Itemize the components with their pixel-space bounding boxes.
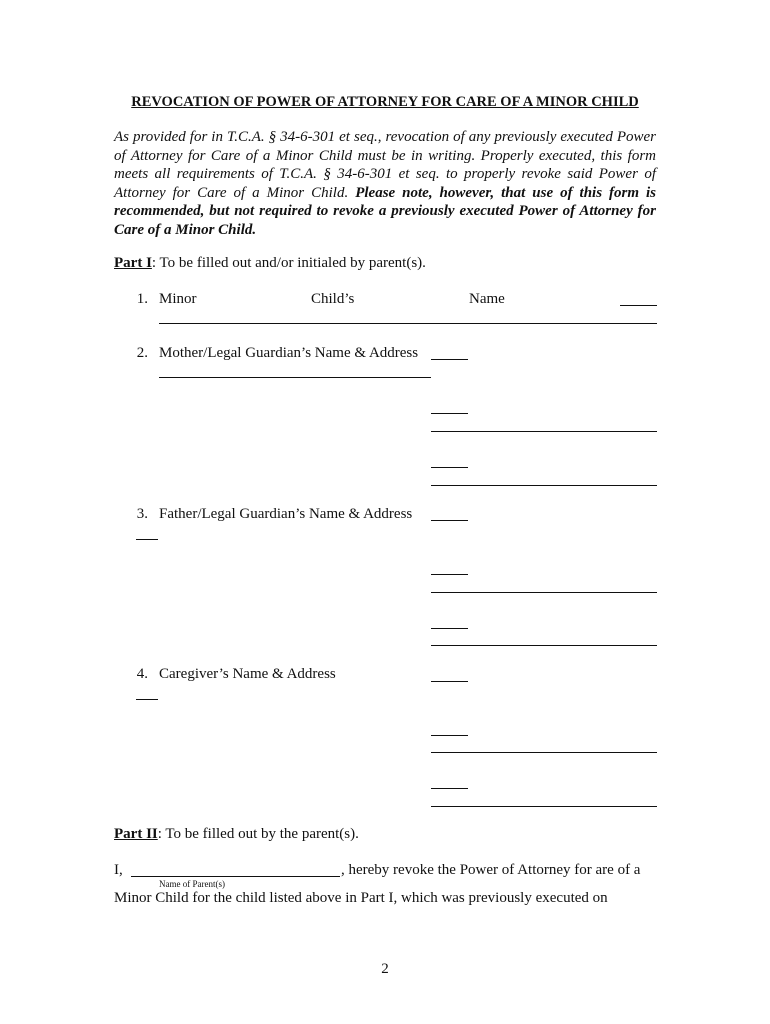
father-initial-blank-1[interactable] [431, 520, 468, 521]
item1-word-minor: Minor [159, 291, 197, 307]
father-name-field[interactable] [136, 539, 158, 540]
item3-label: Father/Legal Guardian’s Name & Address [159, 506, 413, 522]
mother-initial-blank-3[interactable] [431, 467, 468, 468]
mother-initial-blank-1[interactable] [431, 359, 468, 360]
revocation-prefix: I, [114, 862, 123, 878]
revocation-statement: , hereby revoke the Power of Attorney for are of a [341, 862, 641, 878]
intro-italic-text: As provided for in T.C.A. § 34-6-301 et seq., revocation of any previously executed Power of Attorney for Care of a Minor Child must be in writing. Properly executed, this form meets all requirements of T.C.A. § 34-6-301 et seq. to properly revoke said Power of Attorney for Care of a Minor Child. [114, 129, 656, 201]
part2-label: Part II [114, 826, 158, 842]
caregiver-address-field-2[interactable] [431, 806, 657, 807]
mother-initial-blank-2[interactable] [431, 413, 468, 414]
item3-number: 3. [136, 506, 148, 522]
item4-label: Caregiver’s Name & Address [159, 666, 336, 682]
father-address-field-2[interactable] [431, 645, 657, 646]
item4-number: 4. [136, 666, 148, 682]
caregiver-name-field[interactable] [136, 699, 158, 700]
item1-number: 1. [136, 291, 148, 307]
part2-instructions: : To be filled out by the parent(s). [157, 826, 359, 842]
caregiver-initial-blank-2[interactable] [431, 735, 468, 736]
document-title: REVOCATION OF POWER OF ATTORNEY FOR CARE OF A MINOR CHILD [131, 94, 639, 110]
page-number: 2 [381, 961, 389, 977]
mother-address-field-1[interactable] [431, 431, 657, 432]
caregiver-address-field-1[interactable] [431, 752, 657, 753]
caregiver-initial-blank-1[interactable] [431, 681, 468, 682]
minor-child-name-field[interactable] [159, 323, 657, 324]
parent-name-caption: Name of Parent(s) [159, 879, 225, 889]
father-initial-blank-3[interactable] [431, 628, 468, 629]
intro-paragraph [114, 128, 656, 239]
part1-heading [114, 255, 426, 272]
father-initial-blank-2[interactable] [431, 574, 468, 575]
parent-name-field[interactable] [131, 876, 340, 877]
part1-label: Part I [114, 255, 152, 271]
item1-word-name: Name [469, 291, 505, 307]
intro-bold-note: Please note, however, that use of this form is recommended, but not required to revoke a previously executed Power of Attorney for Care of a Minor Child. [114, 184, 657, 238]
item2-number: 2. [136, 345, 148, 361]
part2-heading [114, 826, 359, 843]
revocation-statement-line2: Minor Child for the child listed above in Part I, which was previously executed on [114, 890, 608, 906]
father-address-field-1[interactable] [431, 592, 657, 593]
item2-label: Mother/Legal Guardian’s Name & Address [159, 345, 419, 361]
mother-name-field[interactable] [159, 377, 431, 378]
item1-initial-blank[interactable] [620, 305, 657, 306]
mother-address-field-2[interactable] [431, 485, 657, 486]
part1-instructions: : To be filled out and/or initialed by parent(s). [151, 255, 426, 271]
caregiver-initial-blank-3[interactable] [431, 788, 468, 789]
item1-word-childs: Child’s [311, 291, 355, 307]
